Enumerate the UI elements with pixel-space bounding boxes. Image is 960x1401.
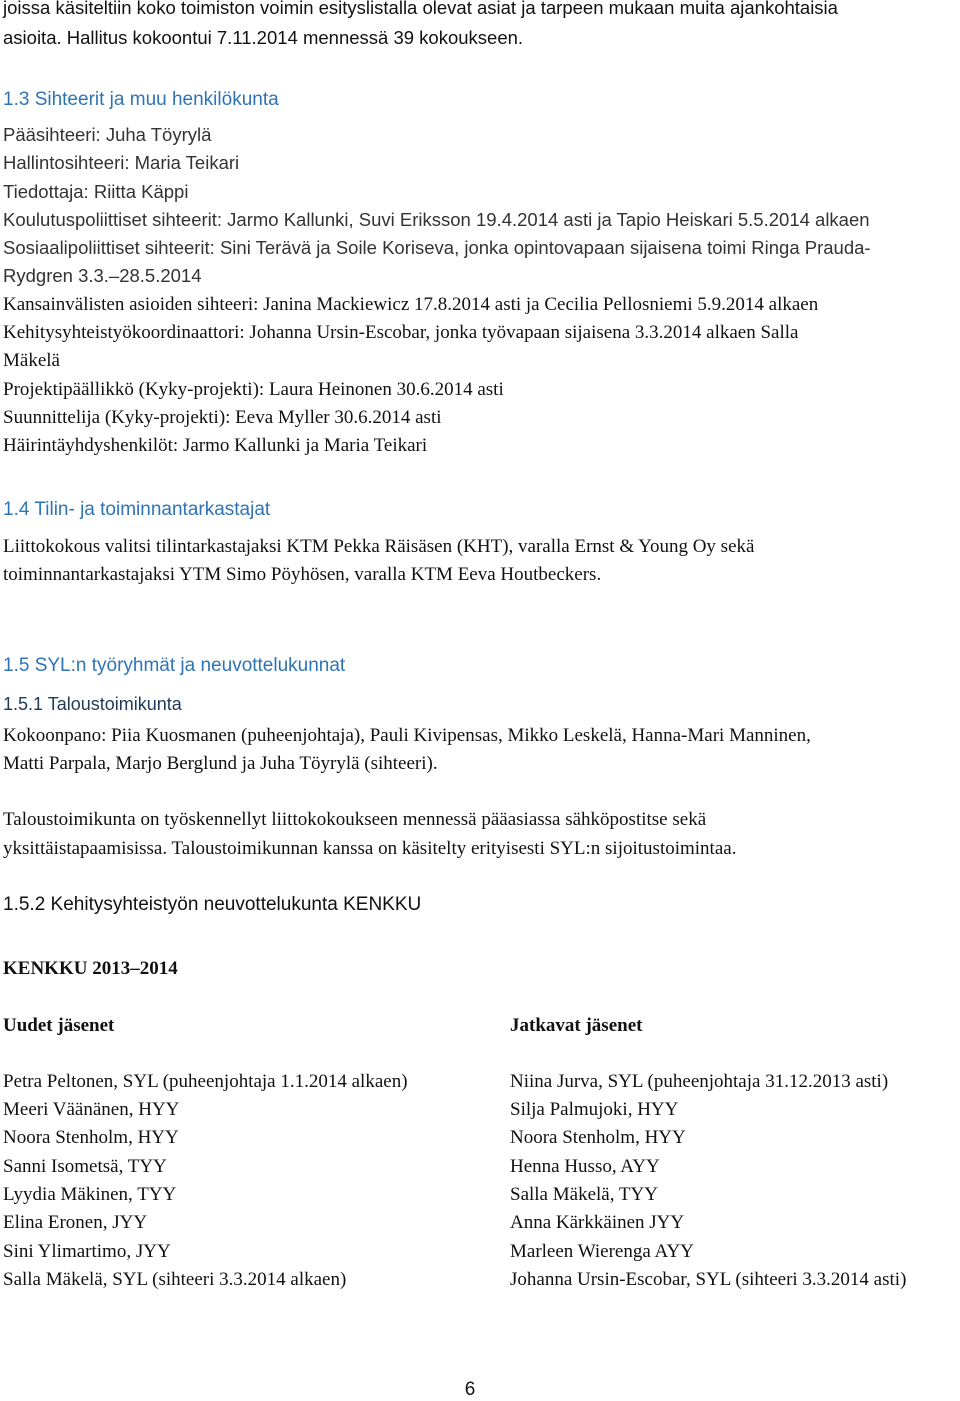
section-heading-1-5: 1.5 SYL:n työryhmät ja neuvottelukunnat	[3, 655, 346, 676]
section-heading-1-3: 1.3 Sihteerit ja muu henkilökunta	[3, 89, 279, 110]
paragraph-line: Liittokokous valitsi tilintarkastajaksi KTM Pekka Räisäsen (KHT), varalla Ernst & Young Oy sekä	[3, 536, 755, 557]
continuing-member-item: Henna Husso, AYY	[510, 1156, 660, 1177]
continuing-member-item: Niina Jurva, SYL (puheenjohtaja 31.12.2013 asti)	[510, 1071, 889, 1092]
new-member-item: Lyydia Mäkinen, TYY	[3, 1184, 177, 1205]
staff-line: Tiedottaja: Riitta Käppi	[3, 181, 189, 202]
continuing-member-item: Marleen Wierenga AYY	[510, 1241, 694, 1262]
subsection-heading-1-5-1: 1.5.1 Taloustoimikunta	[3, 694, 182, 714]
staff-line: Pääsihteeri: Juha Töyrylä	[3, 124, 212, 145]
paragraph-line: yksittäistapaamisissa. Taloustoimikunnan kanssa on käsitelty erityisesti SYL:n sijoitustoimintaa.	[3, 838, 737, 859]
staff-line: Mäkelä	[3, 350, 60, 371]
continuing-member-item: Noora Stenholm, HYY	[510, 1127, 686, 1148]
staff-line: Sosiaalipoliittiset sihteerit: Sini Terävä ja Soile Koriseva, jonka opintovapaan sijaisena toimi Ringa Prauda-	[3, 237, 871, 258]
new-member-item: Elina Eronen, JYY	[3, 1212, 148, 1233]
paragraph-line: Kokoonpano: Piia Kuosmanen (puheenjohtaja), Pauli Kivipensas, Mikko Leskelä, Hanna-Mari Manninen,	[3, 725, 811, 746]
staff-line: Rydgren 3.3.–28.5.2014	[3, 265, 202, 286]
staff-line: Hallintosihteeri: Maria Teikari	[3, 152, 240, 173]
staff-line: Koulutuspoliittiset sihteerit: Jarmo Kallunki, Suvi Eriksson 19.4.2014 asti ja Tapio Heiskari 5.5.2014 alkaen	[3, 209, 870, 230]
continuing-member-item: Johanna Ursin-Escobar, SYL (sihteeri 3.3.2014 asti)	[510, 1269, 907, 1290]
staff-line: Suunnittelija (Kyky-projekti): Eeva Myller 30.6.2014 asti	[3, 407, 442, 428]
section-heading-1-4: 1.4 Tilin- ja toiminnantarkastajat	[3, 499, 271, 520]
new-member-item: Salla Mäkelä, SYL (sihteeri 3.3.2014 alkaen)	[3, 1269, 347, 1290]
paragraph-line: Taloustoimikunta on työskennellyt liittokokoukseen mennessä pääasiassa sähköpostitse sekä	[3, 809, 707, 830]
continuing-member-item: Anna Kärkkäinen JYY	[510, 1212, 685, 1233]
intro-line-1: joissa käsiteltiin koko toimiston voimin esityslistalla olevat asiat ja tarpeen mukaan muita ajankohtaisia	[3, 0, 838, 18]
continuing-member-item: Salla Mäkelä, TYY	[510, 1184, 658, 1205]
paragraph-line: Matti Parpala, Marjo Berglund ja Juha Töyrylä (sihteeri).	[3, 753, 438, 774]
staff-line: Häirintäyhdyshenkilöt: Jarmo Kallunki ja Maria Teikari	[3, 435, 428, 456]
new-member-item: Sanni Isometsä, TYY	[3, 1156, 167, 1177]
new-member-item: Noora Stenholm, HYY	[3, 1127, 179, 1148]
new-member-item: Meeri Väänänen, HYY	[3, 1099, 180, 1120]
continuing-member-item: Silja Palmujoki, HYY	[510, 1099, 679, 1120]
kenkku-period-heading: KENKKU 2013–2014	[3, 958, 178, 979]
page-number: 6	[464, 1379, 476, 1400]
subsection-heading-1-5-2: 1.5.2 Kehitysyhteistyön neuvottelukunta KENKKU	[3, 894, 422, 915]
new-member-item: Petra Peltonen, SYL (puheenjohtaja 1.1.2014 alkaen)	[3, 1071, 408, 1092]
staff-line: Kansainvälisten asioiden sihteeri: Janina Mackiewicz 17.8.2014 asti ja Cecilia Pellosniemi 5.9.2014 alkaen	[3, 294, 819, 315]
intro-line-2: asioita. Hallitus kokoontui 7.11.2014 mennessä 39 kokoukseen.	[3, 27, 524, 48]
new-member-item: Sini Ylimartimo, JYY	[3, 1241, 171, 1262]
staff-line: Kehitysyhteistyökoordinaattori: Johanna Ursin-Escobar, jonka työvapaan sijaisena 3.3.2014 alkaen Salla	[3, 322, 799, 343]
paragraph-line: toiminnantarkastajaksi YTM Simo Pöyhösen, varalla KTM Eeva Houtbeckers.	[3, 564, 602, 585]
continuing-members-header: Jatkavat jäsenet	[510, 1015, 643, 1036]
staff-line: Projektipäällikkö (Kyky-projekti): Laura Heinonen 30.6.2014 asti	[3, 379, 504, 400]
new-members-header: Uudet jäsenet	[3, 1015, 115, 1036]
